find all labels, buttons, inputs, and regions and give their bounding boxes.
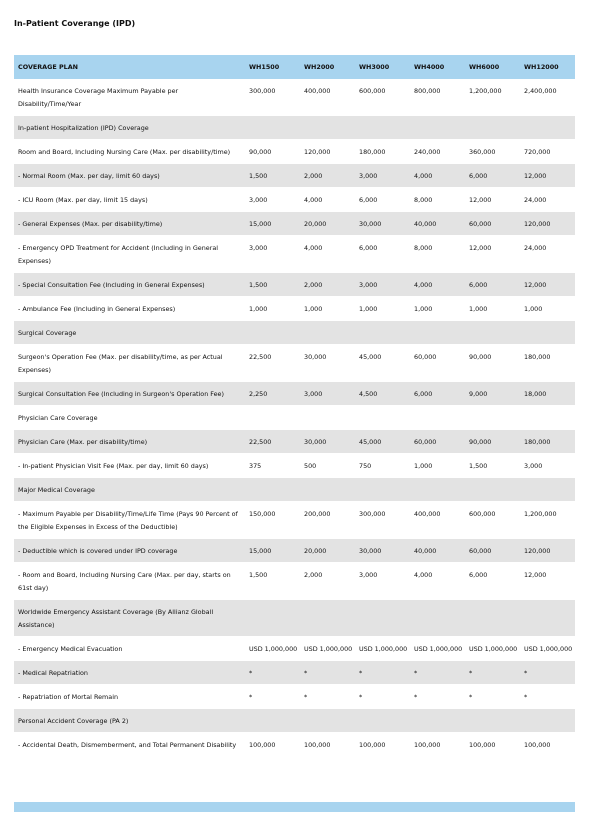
cell-value [410, 321, 465, 345]
cell-value: * [465, 661, 520, 685]
cell-value: 400,000 [300, 79, 355, 116]
section-title: Personal Accident Coverage (PA 2) [14, 709, 245, 733]
cell-value [245, 709, 300, 733]
cell-value: 4,000 [300, 236, 355, 273]
cell-value: 800,000 [410, 79, 465, 116]
cell-value [300, 406, 355, 430]
cell-value: 3,000 [355, 273, 410, 297]
cell-value: 6,000 [410, 382, 465, 406]
cell-value: 8,000 [410, 236, 465, 273]
cell-value: 600,000 [465, 502, 520, 539]
cell-value: 180,000 [520, 345, 575, 382]
table-row [14, 382, 575, 406]
cell-value: 3,000 [245, 236, 300, 273]
cell-value: 4,500 [355, 382, 410, 406]
table-row [14, 733, 575, 757]
table-row [14, 236, 575, 273]
row-label: - Special Consultation Fee (Including in General Expenses) [14, 273, 245, 297]
cell-value: 90,000 [465, 430, 520, 454]
row-label: - Normal Room (Max. per day, limit 60 days) [14, 164, 245, 188]
table-row [14, 539, 575, 563]
cell-value: USD 1,000,000 [520, 637, 575, 661]
cell-value: 12,000 [465, 236, 520, 273]
row-label: - Maximum Payable per Disability/Time/Life Time (Pays 90 Percent of the Eligible Expenses in Excess of the Deductible) [14, 502, 245, 539]
cell-value: * [520, 661, 575, 685]
table-row [14, 273, 575, 297]
table-row [14, 297, 575, 321]
row-label: - Repatriation of Mortal Remain [14, 685, 245, 709]
section-header-row [14, 709, 575, 733]
row-label: Physician Care (Max. per disability/time) [14, 430, 245, 454]
cell-value: 40,000 [410, 539, 465, 563]
cell-value: 120,000 [520, 539, 575, 563]
cell-value: 1,000 [410, 454, 465, 478]
cell-value: 6,000 [465, 164, 520, 188]
cell-value: 9,000 [465, 382, 520, 406]
header-wh1500: WH1500 [245, 55, 300, 79]
cell-value [300, 321, 355, 345]
cell-value [300, 116, 355, 140]
cell-value [245, 600, 300, 637]
cell-value: 2,000 [300, 164, 355, 188]
table-row [14, 188, 575, 212]
table-row [14, 454, 575, 478]
cell-value: * [355, 685, 410, 709]
cell-value: 3,000 [355, 563, 410, 600]
cell-value [355, 116, 410, 140]
cell-value: 40,000 [410, 212, 465, 236]
cell-value [300, 709, 355, 733]
row-label: - General Expenses (Max. per disability/time) [14, 212, 245, 236]
table-row [14, 164, 575, 188]
cell-value: USD 1,000,000 [410, 637, 465, 661]
cell-value: 60,000 [410, 430, 465, 454]
cell-value [410, 116, 465, 140]
section-title: Physician Care Coverage [14, 406, 245, 430]
cell-value: 2,400,000 [520, 79, 575, 116]
cell-value: USD 1,000,000 [300, 637, 355, 661]
row-label: - Emergency OPD Treatment for Accident (Including in General Expenses) [14, 236, 245, 273]
section-title: Major Medical Coverage [14, 478, 245, 502]
cell-value [410, 406, 465, 430]
cell-value: 4,000 [410, 273, 465, 297]
cell-value: 120,000 [520, 212, 575, 236]
cell-value: * [355, 661, 410, 685]
table-header-row [14, 55, 575, 79]
table-row [14, 212, 575, 236]
cell-value: * [300, 661, 355, 685]
cell-value: 100,000 [520, 733, 575, 757]
row-label: - In-patient Physician Visit Fee (Max. per day, limit 60 days) [14, 454, 245, 478]
section-title: In-patient Hospitalization (IPD) Coverage [14, 116, 245, 140]
cell-value: 200,000 [300, 502, 355, 539]
cell-value [355, 600, 410, 637]
cell-value: 3,000 [300, 382, 355, 406]
table-row [14, 79, 575, 116]
table-row [14, 345, 575, 382]
cell-value [245, 478, 300, 502]
cell-value: 30,000 [300, 430, 355, 454]
cell-value: 100,000 [300, 733, 355, 757]
cell-value: 100,000 [465, 733, 520, 757]
cell-value [355, 321, 410, 345]
row-label: - Ambulance Fee (Including in General Expenses) [14, 297, 245, 321]
cell-value [410, 478, 465, 502]
row-label: Room and Board, Including Nursing Care (Max. per disability/time) [14, 140, 245, 164]
cell-value: 30,000 [300, 345, 355, 382]
cell-value [465, 478, 520, 502]
cell-value: 1,000 [300, 297, 355, 321]
header-wh12000: WH12000 [520, 55, 575, 79]
row-label: - Room and Board, Including Nursing Care (Max. per day, starts on 61st day) [14, 563, 245, 600]
cell-value: 12,000 [520, 273, 575, 297]
cell-value [300, 478, 355, 502]
cell-value: 240,000 [410, 140, 465, 164]
table-row [14, 430, 575, 454]
cell-value [520, 478, 575, 502]
row-label: Surgical Consultation Fee (Including in Surgeon's Operation Fee) [14, 382, 245, 406]
cell-value: 3,000 [355, 164, 410, 188]
cell-value: * [245, 661, 300, 685]
cell-value: 20,000 [300, 539, 355, 563]
cell-value [245, 406, 300, 430]
cell-value: USD 1,000,000 [355, 637, 410, 661]
cell-value: 45,000 [355, 345, 410, 382]
cell-value: 500 [300, 454, 355, 478]
section-title: Surgical Coverage [14, 321, 245, 345]
cell-value: 2,000 [300, 563, 355, 600]
cell-value: * [520, 685, 575, 709]
cell-value: 150,000 [245, 502, 300, 539]
cell-value [520, 406, 575, 430]
cell-value: 720,000 [520, 140, 575, 164]
cell-value: 22,500 [245, 345, 300, 382]
cell-value: 300,000 [245, 79, 300, 116]
cell-value [520, 600, 575, 637]
cell-value: 15,000 [245, 539, 300, 563]
row-label: - ICU Room (Max. per day, limit 15 days) [14, 188, 245, 212]
cell-value: 180,000 [520, 430, 575, 454]
row-label: - Deductible which is covered under IPD coverage [14, 539, 245, 563]
cell-value: 3,000 [520, 454, 575, 478]
cell-value [245, 116, 300, 140]
cell-value: 2,250 [245, 382, 300, 406]
cell-value: 120,000 [300, 140, 355, 164]
row-label: Surgeon's Operation Fee (Max. per disability/time, as per Actual Expenses) [14, 345, 245, 382]
table-row [14, 140, 575, 164]
header-wh4000: WH4000 [410, 55, 465, 79]
cell-value: 30,000 [355, 539, 410, 563]
cell-value [355, 478, 410, 502]
cell-value: 45,000 [355, 430, 410, 454]
header-wh6000: WH6000 [465, 55, 520, 79]
cell-value: 4,000 [300, 188, 355, 212]
cell-value: 100,000 [355, 733, 410, 757]
cell-value: 1,200,000 [465, 79, 520, 116]
cell-value: * [410, 661, 465, 685]
cell-value [410, 709, 465, 733]
row-label: - Accidental Death, Dismemberment, and Total Permanent Disability [14, 733, 245, 757]
cell-value [355, 709, 410, 733]
cell-value: 1,000 [245, 297, 300, 321]
row-label: - Emergency Medical Evacuation [14, 637, 245, 661]
cell-value: 375 [245, 454, 300, 478]
cell-value: 90,000 [465, 345, 520, 382]
cell-value: 360,000 [465, 140, 520, 164]
cell-value: 12,000 [520, 164, 575, 188]
cell-value: * [300, 685, 355, 709]
cell-value: 4,000 [410, 164, 465, 188]
cell-value: * [245, 685, 300, 709]
cell-value: 60,000 [410, 345, 465, 382]
cell-value: 400,000 [410, 502, 465, 539]
cell-value [520, 321, 575, 345]
cell-value: 1,500 [465, 454, 520, 478]
cell-value: 4,000 [410, 563, 465, 600]
cell-value: * [465, 685, 520, 709]
cell-value: USD 1,000,000 [245, 637, 300, 661]
cell-value: 300,000 [355, 502, 410, 539]
cell-value [520, 116, 575, 140]
cell-value [465, 116, 520, 140]
cell-value: USD 1,000,000 [465, 637, 520, 661]
section-header-row [14, 406, 575, 430]
coverage-table [14, 55, 575, 757]
row-label: - Medical Repatriation [14, 661, 245, 685]
cell-value: 22,500 [245, 430, 300, 454]
page-title: In-Patient Coverange (IPD) [14, 19, 136, 28]
cell-value: 30,000 [355, 212, 410, 236]
cell-value: 1,000 [410, 297, 465, 321]
header-wh2000: WH2000 [300, 55, 355, 79]
header-wh3000: WH3000 [355, 55, 410, 79]
cell-value [410, 600, 465, 637]
cell-value: 1,500 [245, 563, 300, 600]
cell-value: 24,000 [520, 188, 575, 212]
cell-value [355, 406, 410, 430]
cell-value: 1,000 [355, 297, 410, 321]
cell-value: 1,200,000 [520, 502, 575, 539]
cell-value: 6,000 [465, 273, 520, 297]
cell-value: 2,000 [300, 273, 355, 297]
row-label: Health Insurance Coverage Maximum Payable per Disability/Time/Year [14, 79, 245, 116]
table-row [14, 637, 575, 661]
cell-value: 60,000 [465, 212, 520, 236]
cell-value: 60,000 [465, 539, 520, 563]
table-row [14, 685, 575, 709]
cell-value: 15,000 [245, 212, 300, 236]
cell-value: 1,500 [245, 164, 300, 188]
cell-value: 100,000 [245, 733, 300, 757]
cell-value: 750 [355, 454, 410, 478]
cell-value: 12,000 [465, 188, 520, 212]
cell-value: 1,500 [245, 273, 300, 297]
cell-value [245, 321, 300, 345]
header-coverage-plan: COVERAGE PLAN [14, 55, 245, 79]
section-header-row [14, 600, 575, 637]
cell-value [465, 406, 520, 430]
cell-value [465, 321, 520, 345]
cell-value: 18,000 [520, 382, 575, 406]
section-header-row [14, 478, 575, 502]
section-header-row [14, 116, 575, 140]
cell-value: 8,000 [410, 188, 465, 212]
table-row [14, 563, 575, 600]
cell-value: 100,000 [410, 733, 465, 757]
cell-value: 6,000 [355, 188, 410, 212]
cell-value: 180,000 [355, 140, 410, 164]
cell-value: 24,000 [520, 236, 575, 273]
cell-value: 6,000 [465, 563, 520, 600]
cell-value: 20,000 [300, 212, 355, 236]
table-body [14, 79, 575, 757]
footer-bar [14, 802, 575, 812]
cell-value: 600,000 [355, 79, 410, 116]
cell-value: 12,000 [520, 563, 575, 600]
cell-value [465, 709, 520, 733]
section-title: Worldwide Emergency Assistant Coverage (By Allianz Globall Assistance) [14, 600, 245, 637]
cell-value [465, 600, 520, 637]
cell-value: 1,000 [465, 297, 520, 321]
table-row [14, 661, 575, 685]
table-row [14, 502, 575, 539]
cell-value [300, 600, 355, 637]
cell-value [520, 709, 575, 733]
section-header-row [14, 321, 575, 345]
cell-value: * [410, 685, 465, 709]
cell-value: 90,000 [245, 140, 300, 164]
cell-value: 6,000 [355, 236, 410, 273]
cell-value: 1,000 [520, 297, 575, 321]
cell-value: 3,000 [245, 188, 300, 212]
